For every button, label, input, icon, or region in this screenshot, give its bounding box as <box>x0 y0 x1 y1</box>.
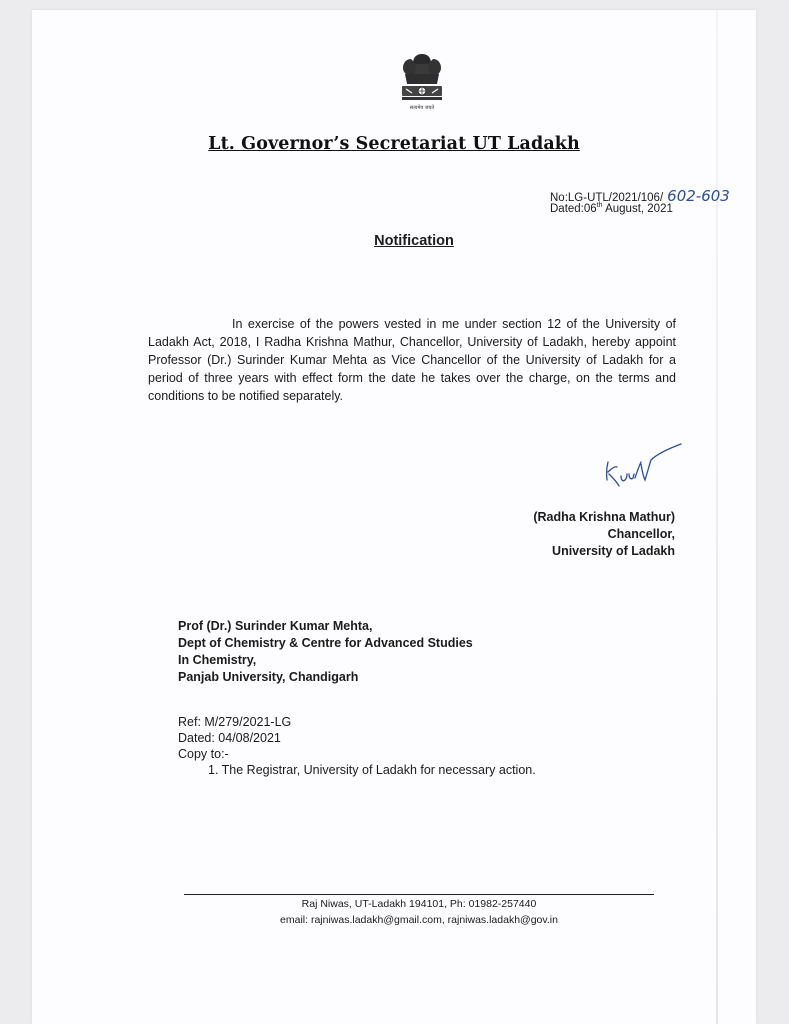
copy-to-item: 1. The Registrar, University of Ladakh for necessary action. <box>208 763 536 777</box>
reference-number-handwritten: 602-603 <box>667 187 730 205</box>
signatory-organization: University of Ladakh <box>552 544 675 558</box>
emblem-caption: सत्यमेव जयते <box>409 105 435 111</box>
addressee-block <box>178 618 473 686</box>
addressee-line: Panjab University, Chandigarh <box>178 670 359 684</box>
reference-number-prefix: No:LG-UTL/2021/106/ <box>550 192 664 204</box>
footer-email: email: rajniwas.ladakh@gmail.com, rajniwas.ladakh@gov.in <box>280 914 558 926</box>
reference-dated: Dated: 04/08/2021 <box>178 731 281 745</box>
secretariat-title: Lt. Governor’s Secretariat UT Ladakh <box>208 134 580 154</box>
signatory-designation: Chancellor, <box>607 527 675 541</box>
reference-date-prefix: Dated:06 <box>550 202 597 215</box>
handwritten-signature <box>597 442 687 506</box>
signature-block <box>492 509 675 560</box>
addressee-line: Prof (Dr.) Surinder Kumar Mehta, <box>178 619 373 633</box>
footer-address: Raj Niwas, UT-Ladakh 194101, Ph: 01982-257440 <box>301 898 537 910</box>
notification-heading: Notification <box>374 233 454 249</box>
addressee-line: In Chemistry, <box>178 653 257 667</box>
signatory-name: (Radha Krishna Mathur) <box>533 510 675 524</box>
reference-date <box>550 202 673 215</box>
reference-date-suffix: th <box>596 202 603 209</box>
reference-block <box>178 714 536 778</box>
page-fold <box>716 10 718 1024</box>
addressee-line: Dept of Chemistry & Centre for Advanced Studies <box>178 636 473 650</box>
reference-ref: Ref: M/279/2021-LG <box>178 715 292 729</box>
document-page <box>32 10 756 1024</box>
notification-body: In exercise of the powers vested in me under section 12 of the University of Ladakh Act, 2018, I Radha Krishna Mathur, Chancellor, University of Ladakh, hereby appoint Professor (Dr.) Surinder Kumar Mehta as Vice Chancellor of the University of Ladakh for a period of three years with effect form the date he takes over the charge, on the terms and conditions to be notified separately. <box>148 317 676 403</box>
reference-date-rest: August, 2021 <box>602 202 673 215</box>
footer <box>184 896 654 928</box>
copy-to-label: Copy to:- <box>178 747 229 761</box>
state-emblem-icon <box>392 50 452 124</box>
footer-divider <box>184 894 654 895</box>
